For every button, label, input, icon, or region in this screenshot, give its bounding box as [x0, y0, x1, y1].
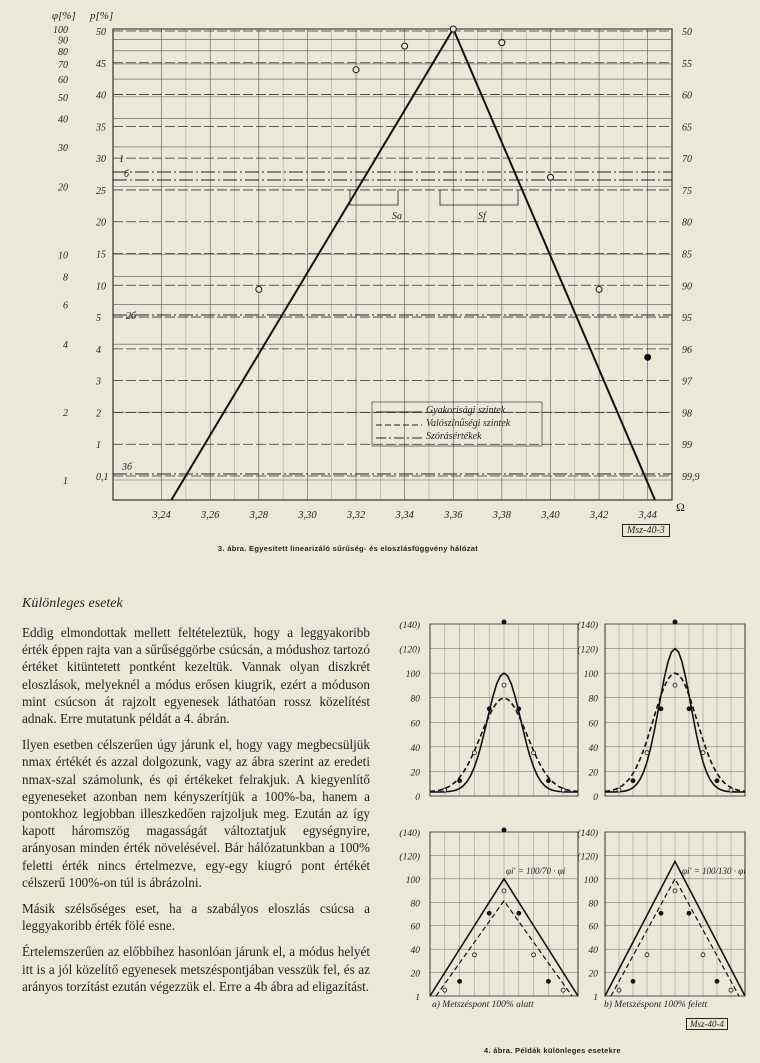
panel-a-bottom-tick: 1: [415, 993, 420, 1003]
fig3-phi-tick: 70: [58, 59, 68, 71]
fig3-p-right-tick: 85: [682, 249, 692, 261]
panel-a-bottom-triangle: [430, 879, 578, 996]
panel-a-bottom-tick: (140): [399, 829, 420, 839]
panel-b-top-tick: (140): [577, 621, 598, 631]
fig3-p-right-tick: 50: [682, 27, 692, 38]
fig3-data-point: [402, 43, 408, 49]
fig3-p-right-tick: 96: [682, 344, 692, 356]
panel-a-top-tick: 0: [415, 793, 420, 803]
panel-b-top-tick: 0: [593, 793, 598, 803]
fig3-p-right-tick: 75: [682, 185, 692, 197]
fig3-p-left-tick: 50: [96, 27, 106, 38]
fig3-data-point: [256, 286, 262, 292]
fig3-frame: [113, 29, 672, 500]
fig3-caption: 3. ábra. Egyesített linearizáló sűrűség- és eloszlásfüggvény hálózat: [218, 544, 479, 553]
fig3-phi-tick: 2: [63, 408, 68, 420]
panel-b-bottom-tick: (140): [577, 829, 598, 839]
panel-a-bottom-point: [487, 911, 491, 915]
section-heading: Különleges esetek: [22, 596, 123, 611]
panel-a-bottom-point: [472, 953, 476, 957]
legend-item-sigma: Szórásértékek: [426, 431, 482, 442]
panel-b-bottom-point: [687, 911, 691, 915]
panel-b-top-tick: 40: [588, 743, 598, 754]
panel-b-bottom-tick: 20: [588, 969, 598, 980]
panel-b-top-point: [645, 751, 649, 755]
fig4-caption: 4. ábra. Példák különleges esetekre: [484, 1046, 621, 1055]
fig3-p-left-tick: 3: [96, 376, 101, 388]
panel-a-bottom-point: [458, 979, 462, 983]
panel-b-bottom-point: [673, 889, 677, 893]
fig3-phi-tick: 4: [63, 340, 68, 352]
fig3-p-left-tick: 1: [96, 440, 101, 452]
fig3-x-tick: 3,38: [492, 510, 512, 521]
fig3-phi-tick: 80: [58, 46, 68, 58]
panel-b-bottom-point: [715, 979, 719, 983]
panel-b-top-tick: 20: [588, 768, 598, 779]
panel-a-top-point: [487, 707, 491, 711]
panel-b-top-frame: [605, 624, 745, 796]
panel-b-bottom-tick: 80: [588, 899, 598, 910]
legend-item-frequency: Gyakorisági szintek: [426, 405, 506, 416]
panel-b-top-point: [631, 779, 635, 783]
fig3-label-2sigma: 2б: [126, 311, 137, 322]
panel-a-top-tick: 60: [410, 719, 420, 730]
panel-b-bottom-tick: 100: [583, 875, 598, 886]
fig3-phi-tick: 40: [58, 114, 68, 126]
panel-b-bottom-tick: 60: [588, 922, 598, 933]
panel-a-top-point: [517, 707, 521, 711]
fig3-p-right-tick: 70: [682, 154, 692, 166]
panel-a-top-tick: 80: [410, 694, 420, 705]
panel-a-top-frame: [430, 624, 578, 796]
panel-b-top-curve: [605, 673, 745, 791]
panel-b-top-point: [715, 779, 719, 783]
fig3-data-point: [353, 67, 359, 73]
panel-a-top-tick: 20: [410, 768, 420, 779]
panel-b-bottom-point: [617, 988, 621, 992]
panel-b-bottom-frame: [605, 832, 745, 996]
fig3-p-left-tick: 15: [96, 249, 106, 261]
fig3-p-left-tick: 10: [96, 281, 106, 293]
fig3-x-tick: 3,24: [152, 510, 171, 521]
fig3-p-left-tick: 35: [96, 122, 106, 134]
fig3-phi-tick: 10: [58, 250, 68, 262]
panel-b-top-tick: (120): [577, 645, 598, 656]
fig3-phi-tick: 8: [63, 272, 68, 284]
panel-a-bottom-triangle-dashed: [436, 901, 572, 996]
fig3-p-left-tick: 5: [96, 313, 101, 325]
panel-a-top-point: [443, 788, 447, 792]
fig3-p-left-tick: 45: [96, 58, 106, 70]
panel-a-top-point: [502, 683, 506, 687]
fig3-label-sa: Sa: [392, 211, 402, 222]
panel-b-top-point: [729, 788, 733, 792]
fig3-p-left-tick: 20: [96, 217, 106, 229]
formula-b: φi' = 100/130 · φi: [682, 866, 746, 876]
fig3-phi-tick: 90: [58, 35, 68, 47]
fig3-p-left-tick: 30: [96, 154, 106, 166]
panel-a-bottom-point: [546, 979, 550, 983]
panel-b-top-tick: 100: [583, 670, 598, 681]
fig3-label-sigma: б: [124, 169, 130, 180]
panel-a-bottom-tick: 80: [410, 899, 420, 910]
panel-a-top-point: [472, 751, 476, 755]
panel-b-bottom-tick: (120): [577, 852, 598, 863]
panel-a-top-point: [458, 779, 462, 783]
paragraph-2: Ilyen esetben célszerűen úgy járunk el, hogy vagy megbecsüljük nmax értékét és azzal dolgozunk, vagy az ábra szerint az eredeti nmax-szal számolunk, és φi értékeket felrakjuk. A kiegyenlítő egyeneseket azonban nem kényszerítjük a 100%-ba, hanem a pontokhoz legjobban illeszkedően rajzoljuk meg. Ezután az így kapott háromszög magasságát változtatjuk egységnyire, arányosan minden érték növelésével. Bár hálózatunkban a 100% feletti érték nincs értelmezve, egy-egy kiugró pont értékét célszerű 100%-on túl is ábrázolni.: [22, 737, 370, 890]
panel-b-bottom-point: [701, 953, 705, 957]
panel-b-top-curve: [605, 649, 745, 792]
panel-b-top-point: [617, 788, 621, 792]
panel-a-bottom-point: [517, 911, 521, 915]
fig3-p-right-tick: 95: [682, 313, 692, 325]
fig3-phi-tick: 6: [63, 300, 68, 312]
fig3-phi-tick: 50: [58, 92, 68, 104]
fig3-data-point: [499, 40, 505, 46]
fig3-x-tick: 3,26: [201, 510, 220, 521]
fig3-legend: [426, 404, 510, 443]
panel-b-bottom-point: [729, 988, 733, 992]
fig3-p-left-tick: 40: [96, 90, 106, 102]
panel-b-bottom-point: [631, 979, 635, 983]
p-axis-title: p[%]: [90, 10, 114, 22]
panel-b-top-point: [659, 707, 663, 711]
panel-a-bottom-point: [532, 953, 536, 957]
fig3-phi-tick: 1: [63, 476, 68, 487]
fig3-p-right-tick: 99: [682, 440, 692, 452]
fig3-phi-tick: 20: [58, 182, 68, 194]
fig3-p-left-tick: 0,1: [96, 472, 109, 483]
fig3-p-right-tick: 99,9: [682, 472, 700, 483]
paragraph-4: Értelemszerűen az előbbihez hasonlóan járunk el, a módus helyét itt is a jól közelítő egyenesek metszéspontjában vesszük fel, és az arányos torzítást ezután végezzük el. Erre a 4b ábra ad eligazítást.: [22, 944, 370, 994]
fig3-x-tick: 3,40: [541, 510, 560, 521]
fig3-p-left-tick: 2: [96, 408, 101, 420]
fig3-phi-tick: 100: [53, 25, 68, 36]
panel-a-top-curve: [430, 698, 578, 791]
panel-a-bottom-mode-point: [502, 828, 507, 833]
panel-a-top-tick: (120): [399, 645, 420, 656]
panel-a-top-point: [561, 788, 565, 792]
fig3-triangle-line: [171, 29, 655, 500]
panel-a-top-tick: 40: [410, 743, 420, 754]
fig3-phi-tick: 60: [58, 75, 68, 87]
fig3-label-3sigma: 3б: [122, 462, 133, 473]
panel-b-bottom-tick: 1: [593, 993, 598, 1003]
fig3-p-right-tick: 98: [682, 408, 692, 420]
panel-b-label: b) Metszéspont 100% felett: [604, 1000, 708, 1010]
panel-a-bottom-tick: (120): [399, 852, 420, 863]
panel-a-top-tick: (140): [399, 621, 420, 631]
fig3-p-right-tick: 60: [682, 90, 692, 102]
panel-a-bottom-point: [502, 889, 506, 893]
panel-b-top-tick: 80: [588, 694, 598, 705]
panel-a-bottom-tick: 40: [410, 946, 420, 957]
fig3-data-point: [547, 174, 553, 180]
panel-b-bottom-point: [659, 911, 663, 915]
fig3-p-right-tick: 90: [682, 281, 692, 293]
fig3-label-sf: Sf: [478, 211, 486, 222]
fig3-sf-bracket: [440, 190, 518, 205]
panel-a-bottom-tick: 100: [405, 875, 420, 886]
phi-axis-title: φ[%]: [52, 10, 76, 22]
fig3-data-point: [450, 26, 456, 32]
fig3-x-tick: 3,32: [346, 510, 366, 521]
panel-b-bottom-tick: 40: [588, 946, 598, 957]
panel-b-top-point: [673, 683, 677, 687]
fig4-stamp: Msz-40-4: [686, 1018, 728, 1030]
panel-a-top-point: [546, 779, 550, 783]
panel-a-bottom-point: [561, 988, 565, 992]
fig3-x-tick: 3,36: [444, 510, 463, 521]
panel-a-bottom-point: [443, 988, 447, 992]
panel-a-top-curve: [430, 673, 578, 792]
panel-b-top-tick: 60: [588, 719, 598, 730]
fig3-x-tick: 3,42: [589, 510, 609, 521]
omega-label: Ω: [676, 500, 685, 514]
legend-item-probability: Valószínűségi szintek: [426, 418, 511, 429]
panel-b-top-point: [687, 707, 691, 711]
panel-b-bottom-triangle: [605, 861, 745, 996]
paragraph-3: Másik szélsőséges eset, ha a szabályos eloszlás csúcsa a leggyakoribb érték fölé esne.: [22, 901, 370, 934]
panel-a-top-tick: 100: [405, 670, 420, 681]
fig3-p-left-tick: 25: [96, 185, 106, 197]
panel-a-label: a) Metszéspont 100% alatt: [432, 1000, 534, 1010]
panel-a-top-point: [532, 751, 536, 755]
body-text: [22, 624, 370, 1004]
panel-a-bottom-tick: 20: [410, 969, 420, 980]
fig3-p-left-tick: 4: [96, 344, 101, 356]
fig3-x-tick: 3,30: [298, 510, 317, 521]
fig3-data-point: [596, 286, 602, 292]
fig3-phi-tick: 30: [58, 142, 68, 154]
fig3-sa-bracket: [350, 190, 398, 205]
panel-b-bottom-point: [645, 953, 649, 957]
fig3-p-right-tick: 65: [682, 122, 692, 134]
paragraph-1: Eddig elmondottak mellett feltételeztük, hogy a leggyakoribb érték éppen rajta van a sűrűséggörbe csúcsán, a módushoz tartozó értéket kitüntetett pontként kezeltük. Vannak olyan diszkrét eloszlások, melyeknél a módus erősen kiugrik, ezért a móduson mint csúcson át rajzolt egyenesek láthatóan rossz közelítést adnak. Erre mutatunk példát a 4. ábrán.: [22, 625, 370, 727]
fig3-label-1: 1: [119, 154, 124, 165]
panel-a-top-mode-point: [502, 620, 507, 625]
formula-a: φi' = 100/70 · φi: [506, 866, 566, 876]
panel-b-top-mode-point: [673, 620, 678, 625]
fig3-data-point: [645, 354, 651, 360]
fig3-p-right-tick: 97: [682, 376, 692, 388]
fig3-x-tick: 3,34: [395, 510, 414, 521]
fig3-p-right-tick: 80: [682, 217, 692, 229]
fig3-p-right-tick: 55: [682, 58, 692, 70]
fig3-stamp: Msz-40-3: [622, 524, 670, 537]
fig3-x-tick: 3,28: [249, 510, 269, 521]
fig3-x-tick: 3,44: [638, 510, 657, 521]
panel-a-bottom-frame: [430, 832, 578, 996]
panel-a-bottom-tick: 60: [410, 922, 420, 933]
panel-b-bottom-triangle-dashed: [611, 879, 739, 996]
panel-b-top-point: [701, 751, 705, 755]
